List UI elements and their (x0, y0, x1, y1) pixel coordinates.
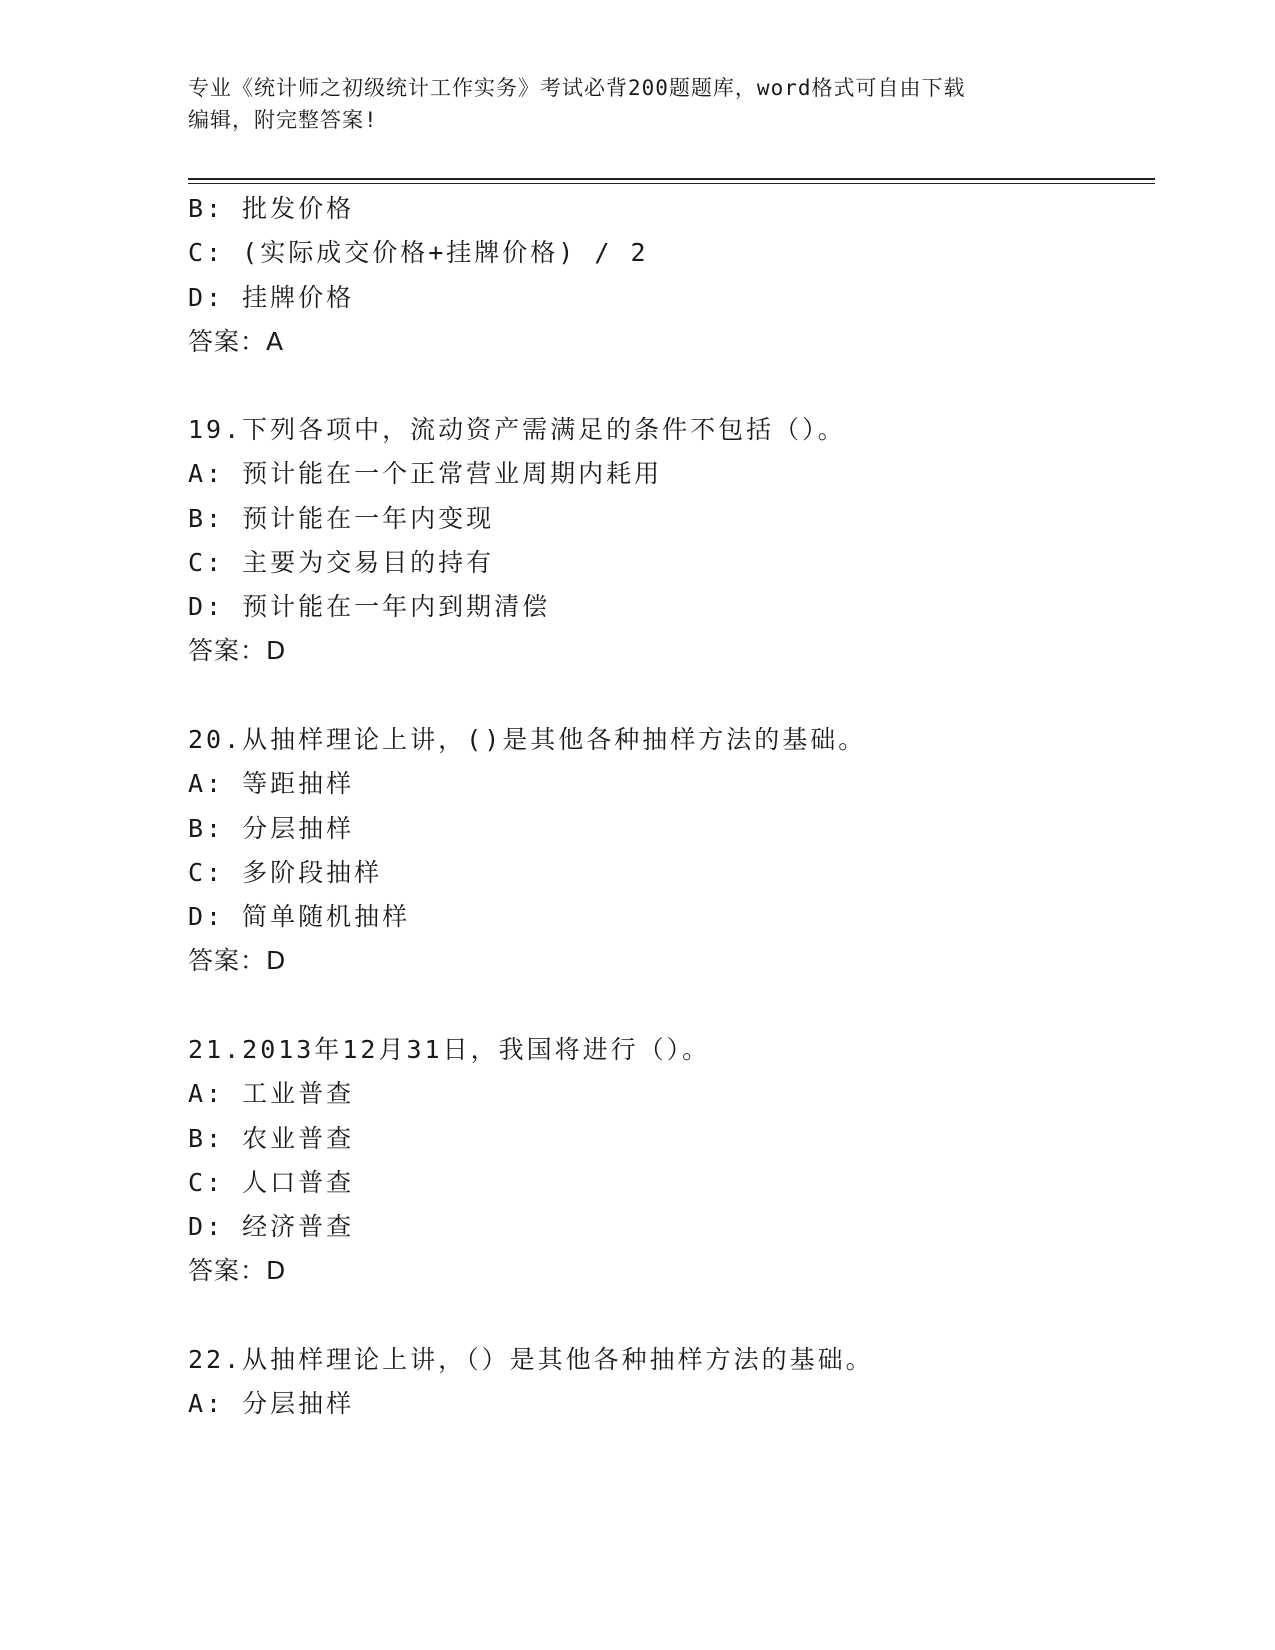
question-20-option-c: C: 多阶段抽样 (188, 858, 383, 887)
header-title-line-1: 专业《统计师之初级统计工作实务》考试必背200题题库，word格式可自由下载 (188, 76, 966, 100)
question-19-option-c: C: 主要为交易目的持有 (188, 548, 495, 577)
question-19-option-b: B: 预计能在一年内变现 (188, 504, 495, 533)
question-22-stem: 22.从抽样理论上讲，（）是其他各种抽样方法的基础。 (188, 1345, 874, 1374)
question-19-answer: 答案：D (188, 636, 287, 665)
question-20-stem: 20.从抽样理论上讲，()是其他各种抽样方法的基础。 (188, 725, 867, 754)
document-header (188, 72, 1088, 136)
header-title-line-2: 编辑，附完整答案! (188, 108, 378, 132)
question-21-answer: 答案：D (188, 1256, 287, 1285)
question-20-answer: 答案：D (188, 946, 287, 975)
prev-option-c: C: (实际成交价格+挂牌价格) / 2 (188, 238, 649, 267)
prev-option-b: B: 批发价格 (188, 194, 355, 223)
question-20-option-d: D: 简单随机抽样 (188, 902, 411, 931)
question-21-option-d: D: 经济普查 (188, 1212, 355, 1241)
question-20-option-b: B: 分层抽样 (188, 814, 355, 843)
question-21-stem: 21.2013年12月31日，我国将进行（）。 (188, 1035, 711, 1064)
question-19-stem: 19.下列各项中，流动资产需满足的条件不包括（）。 (188, 415, 846, 444)
prev-option-d: D: 挂牌价格 (188, 283, 355, 312)
question-19-option-d: D: 预计能在一年内到期清偿 (188, 592, 551, 621)
question-19-option-a: A: 预计能在一个正常营业周期内耗用 (188, 459, 663, 488)
question-21-option-a: A: 工业普查 (188, 1079, 355, 1108)
question-21-option-b: B: 农业普查 (188, 1124, 355, 1153)
prev-answer: 答案：A (188, 327, 285, 356)
question-21-option-c: C: 人口普查 (188, 1168, 355, 1197)
question-20-option-a: A: 等距抽样 (188, 769, 355, 798)
question-22-option-a: A: 分层抽样 (188, 1389, 355, 1418)
header-divider (188, 178, 1155, 184)
